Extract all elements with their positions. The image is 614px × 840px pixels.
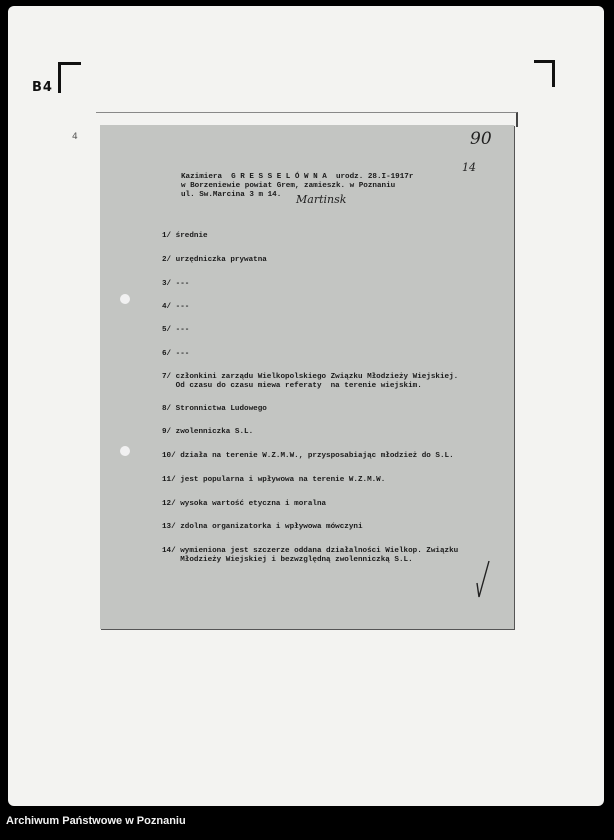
item-text: 10/ działa na terenie W.Z.M.W., przysposabiając młodzież do S.L. bbox=[162, 452, 454, 460]
item-text: 5/ --- bbox=[162, 326, 190, 334]
list-item bbox=[162, 405, 267, 414]
item-text: 6/ --- bbox=[162, 350, 190, 358]
list-item bbox=[162, 428, 253, 437]
list-item bbox=[162, 476, 385, 485]
item-text: 3/ --- bbox=[162, 280, 190, 288]
document-sheet bbox=[100, 125, 514, 629]
list-item bbox=[162, 500, 326, 509]
header-line: w Borzeniewie powiat Grem, zamieszk. w Poznaniu bbox=[181, 182, 396, 190]
item-text: 9/ zwolenniczka S.L. bbox=[162, 428, 254, 436]
item-text: 14/ wymieniona jest szczerze oddana działalności Wielkop. Związku bbox=[162, 547, 459, 555]
check-mark-icon bbox=[476, 559, 490, 599]
list-item bbox=[162, 350, 189, 359]
archive-footer: Archiwum Państwowe w Poznaniu bbox=[6, 815, 186, 827]
item-text: 4/ --- bbox=[162, 303, 190, 311]
list-item bbox=[162, 256, 267, 265]
punch-hole bbox=[120, 294, 130, 304]
frame-small-mark: 4 bbox=[72, 132, 78, 142]
item-text: 7/ członkini zarządu Wielkopolskiego Związku Młodzieży Wiejskiej. bbox=[162, 373, 459, 381]
item-text: 13/ zdolna organizatorka i wpływowa mówczyni bbox=[162, 523, 363, 531]
item-text-continued: Od czasu do czasu miewa referaty na terenie wiejskim. bbox=[162, 382, 422, 390]
corner-mark-left bbox=[58, 62, 81, 93]
item-text: 11/ jest popularna i wpływowa na terenie W.Z.M.W. bbox=[162, 476, 386, 484]
handwritten-signature: Martinsk bbox=[296, 193, 347, 206]
list-item bbox=[162, 303, 189, 312]
item-text: 2/ urzędniczka prywatna bbox=[162, 256, 267, 264]
item-text: 1/ średnie bbox=[162, 232, 208, 240]
list-item bbox=[162, 452, 454, 461]
header-line: Kazimiera G R E S S E L Ó W N A urodz. 28.I-1917r bbox=[181, 173, 414, 181]
punch-hole bbox=[120, 446, 130, 456]
corner-mark-right bbox=[534, 60, 555, 87]
list-item bbox=[162, 547, 458, 565]
archive-number: 90 bbox=[470, 129, 492, 149]
item-text: 12/ wysoka wartość etyczna i moralna bbox=[162, 500, 327, 508]
page-number: 14 bbox=[462, 161, 476, 174]
list-item bbox=[162, 280, 189, 289]
list-item bbox=[162, 232, 208, 241]
list-item bbox=[162, 326, 189, 335]
header-line: ul. Sw.Marcina 3 m 14. bbox=[181, 191, 282, 199]
item-text-continued: Młodzieży Wiejskiej i bezwzględną zwolenniczką S.L. bbox=[162, 556, 413, 564]
list-item bbox=[162, 373, 458, 391]
list-item bbox=[162, 523, 363, 532]
item-text: 8/ Stronnictwa Ludowego bbox=[162, 405, 267, 413]
frame-label: B4 bbox=[32, 80, 53, 95]
